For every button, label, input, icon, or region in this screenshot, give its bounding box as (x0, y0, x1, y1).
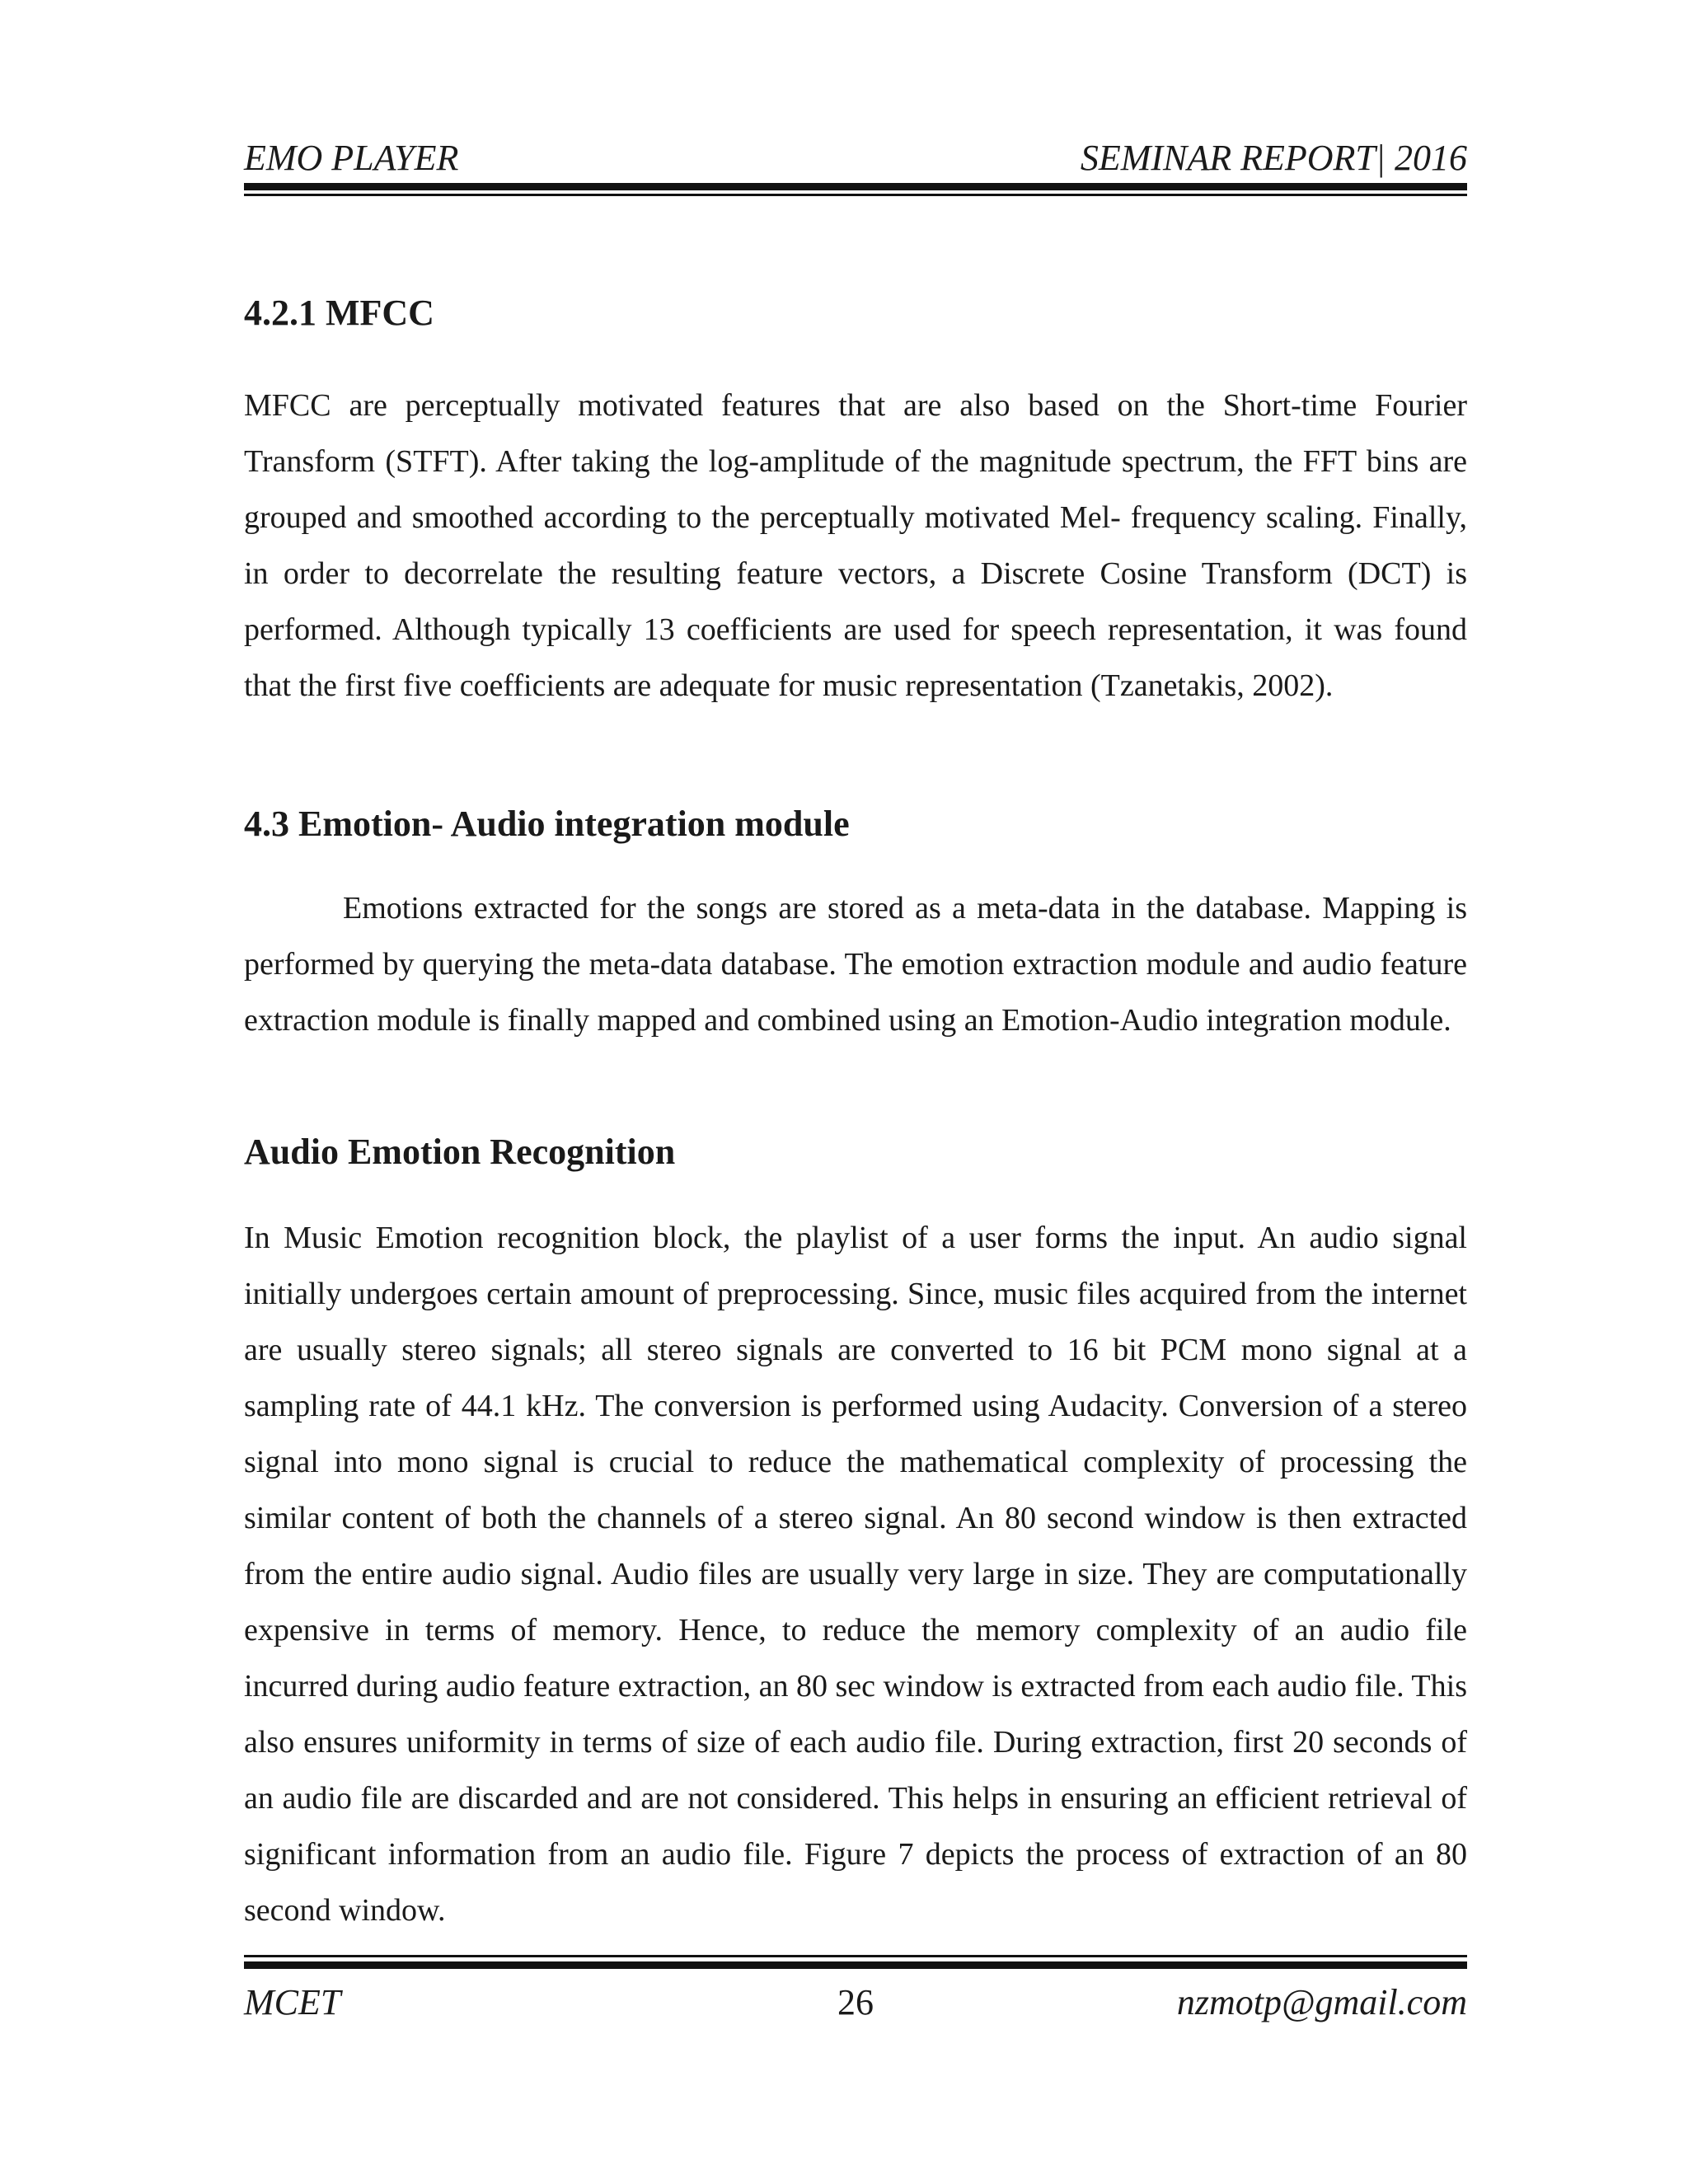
header-report-label: SEMINAR REPORT| 2016 (1080, 138, 1467, 178)
section-heading-integration: 4.3 Emotion- Audio integration module (244, 804, 850, 844)
section-heading-mfcc: 4.2.1 MFCC (244, 293, 434, 333)
page-number: 26 (837, 1982, 874, 2022)
section-paragraph-recognition: In Music Emotion recognition block, the playlist of a user forms the input. An audio signal initially undergoes certain amount of preprocessing. Since, music files acquired from the internet are usually stereo signals; all stereo signals are converted to 16 bit PCM mono signal at a sampling rate of 44.1 kHz. The conversion is performed using Audacity. Conversion of a stereo signal into mono signal is crucial to reduce the mathematical complexity of processing the similar content of both the channels of a stereo signal. An 80 second window is then extracted from the entire audio signal. Audio files are usually very large in size. They are computationally expensive in terms of memory. Hence, to reduce the memory complexity of an audio file incurred during audio feature extraction, an 80 sec window is extracted from each audio file. This also ensures uniformity in terms of size of each audio file. During extraction, first 20 seconds of an audio file are discarded and are not considered. This helps in ensuring an efficient retrieval of significant information from an audio file. Figure 7 depicts the process of extraction of an 80 second window. (244, 1221, 1467, 1928)
section-paragraph-integration: Emotions extracted for the songs are stored as a meta-data in the database. Mapping is performed by querying the meta-data database. The emotion extraction module and audio feature extraction module is finally mapped and combined using an Emotion-Audio integration module. (244, 891, 1467, 1038)
footer-rule-thick (244, 1961, 1467, 1969)
page-footer (244, 1978, 1467, 2027)
section-paragraph-mfcc: MFCC are perceptually motivated features that are also based on the Short-time Fourier Transform (STFT). After taking the log-amplitude of the magnitude spectrum, the FFT bins are grouped and smoothed according to the perceptually motivated Mel- frequency scaling. Finally, in order to decorrelate the resulting feature vectors, a Discrete Cosine Transform (DCT) is performed. Although typically 13 coefficients are used for speech representation, it was found that the first five coefficients are adequate for music representation (Tzanetakis, 2002). (244, 388, 1467, 703)
footer-rule-thin (244, 1955, 1467, 1957)
footer-institution: MCET (244, 1982, 341, 2022)
footer-email: nzmotp@gmail.com (1176, 1982, 1467, 2022)
header-title: EMO PLAYER (244, 138, 459, 178)
header-rule-thick (244, 183, 1467, 190)
header-rule-thin (244, 194, 1467, 196)
section-heading-recognition: Audio Emotion Recognition (244, 1132, 676, 1172)
page-header (244, 134, 1467, 183)
